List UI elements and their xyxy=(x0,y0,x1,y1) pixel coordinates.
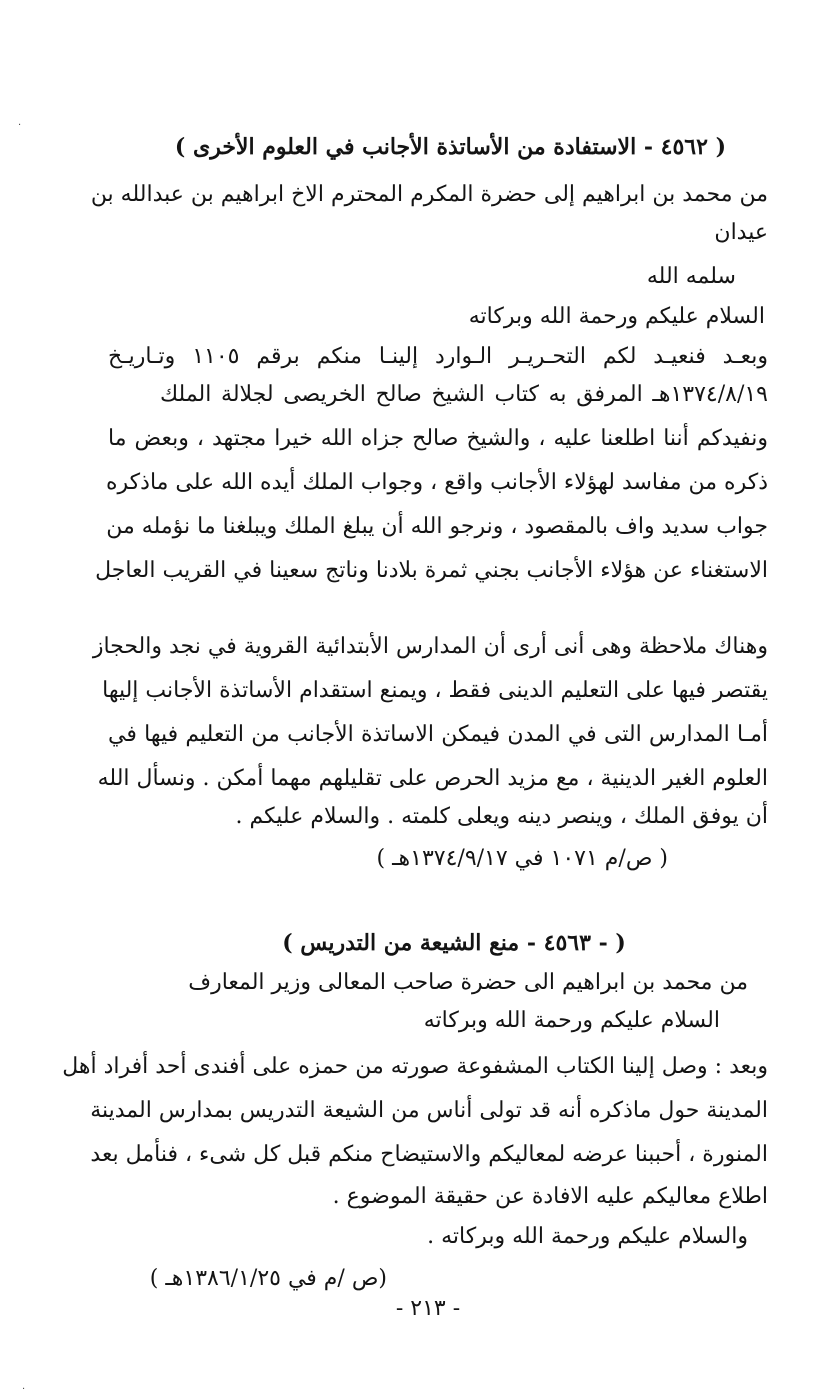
letter-1-greeting: السلام عليكم ورحمة الله وبركاته xyxy=(468,304,765,329)
letter-2-greeting: السلام عليكم ورحمة الله وبركاته xyxy=(423,1008,720,1033)
page-number: - ٢١٣ - xyxy=(395,1296,461,1321)
letter-2-body-line: وبعد : وصل إلينا الكتاب المشفوعة صورته من حمزه على أفندى أحد أفراد أهل xyxy=(62,1054,768,1079)
letter-2-from-line: من محمد بن ابراهيم الى حضرة صاحب المعالى وزير المعارف xyxy=(188,970,748,995)
scan-speck: · xyxy=(22,1384,26,1395)
letter-2-closing: والسلام عليكم ورحمة الله وبركاته . xyxy=(427,1224,748,1249)
letter-2-body-line: المدينة حول ماذكره أنه قد تولى أناس من الشيعة التدريس بمدارس المدينة xyxy=(90,1098,768,1123)
letter-1-heading: ( ٤٥٦٢ - الاستفادة من الأساتذة الأجانب في العلوم الأخرى ) xyxy=(174,134,726,160)
letter-1-body-line: جواب سديد واف بالمقصود ، ونرجو الله أن يبلغ الملك ويبلغنا ما نؤمله من xyxy=(106,514,768,539)
letter-1-body-line: يقتصر فيها على التعليم الدينى فقط ، ويمنع استقدام الأساتذة الأجانب إليها xyxy=(102,678,768,703)
letter-2-heading: ( - ٤٥٦٣ - منع الشيعة من التدريس ) xyxy=(282,930,626,956)
letter-1-body-line: الاستغناء عن هؤلاء الأجانب بجني ثمرة بلادنا وناتج سعينا في القريب العاجل xyxy=(95,558,768,583)
letter-1-body-line: ذكره من مفاسد لهؤلاء الأجانب واقع ، وجواب الملك أيده الله على ماذكره xyxy=(106,470,768,495)
letter-1-reference: ( ص/م ١٠٧١ في ١٣٧٤/٩/١٧هـ ) xyxy=(376,846,668,871)
letter-1-salutation: سلمه الله xyxy=(646,264,736,289)
letter-1-body-line: أمـا المدارس التى في المدن فيمكن الاساتذة الأجانب من التعليم فيها في xyxy=(108,722,768,747)
letter-1-from-line: من محمد بن ابراهيم إلى حضرة المكرم المحترم الاخ ابراهيم بن عبدالله بن xyxy=(90,182,768,207)
letter-1-from-line-continued: عيدان xyxy=(714,220,768,245)
letter-1-body-line: ١٣٧٤/٨/١٩هـ المرفق به كتاب الشيخ صالح الخريصى لجلالة الملك xyxy=(160,382,768,407)
letter-1-body-line: ونفيدكم أننا اطلعنا عليه ، والشيخ صالح جزاه الله خيرا مجتهد ، وبعض ما xyxy=(108,426,768,451)
letter-1-body-line: وهناك ملاحظة وهى أنى أرى أن المدارس الأبتدائية القروية في نجد والحجاز xyxy=(92,634,768,659)
letter-1-body-line: وبعـد فنعيـد لكم التحـريـر الـوارد إلينـا منكم برقم ١١٠٥ وتـاريـخ xyxy=(108,344,768,369)
letter-2-body-line: المنورة ، أحببنا عرضه لمعاليكم والاستيضاح منكم قبل كل شىء ، فنأمل بعد xyxy=(90,1142,768,1167)
letter-2-reference: (ص /م في ١٣٨٦/١/٢٥هـ ) xyxy=(149,1266,387,1291)
scan-speck: · xyxy=(18,120,22,131)
letter-2-body-line: اطلاع معاليكم عليه الافادة عن حقيقة الموضوع . xyxy=(332,1184,768,1209)
letter-1-body-line: أن يوفق الملك ، وينصر دينه ويعلى كلمته . والسلام عليكم . xyxy=(235,804,768,829)
letter-1-body-line: العلوم الغير الدينية ، مع مزيد الحرص على تقليلهم مهما أمكن . ونسأل الله xyxy=(97,766,768,791)
